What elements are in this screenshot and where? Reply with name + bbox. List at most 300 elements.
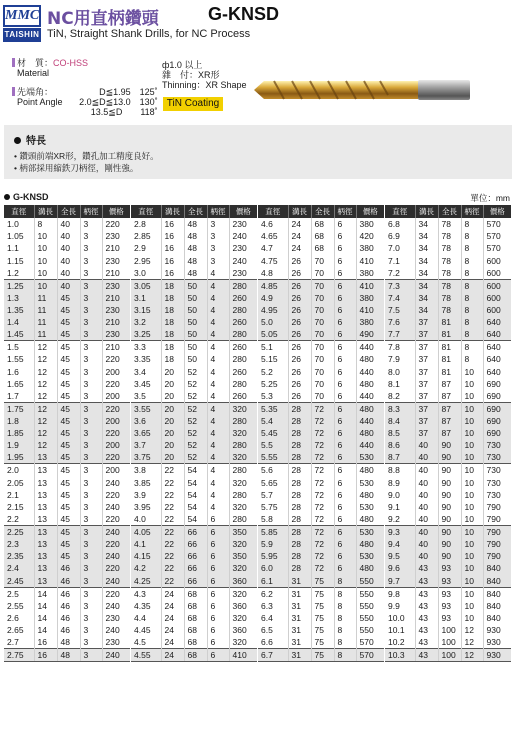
table-cell: 3 <box>80 255 102 267</box>
table-cell: 410 <box>229 649 257 662</box>
table-cell: 45 <box>57 451 80 464</box>
table-cell: 8 <box>461 255 483 267</box>
table-cell: 8.5 <box>385 427 415 439</box>
material-row <box>12 58 158 68</box>
table-cell: 6 <box>334 242 356 254</box>
table-cell: 600 <box>483 279 511 292</box>
table-cell: 78 <box>438 267 461 280</box>
table-cell: 40 <box>415 476 438 488</box>
table-cell: 210 <box>102 292 130 304</box>
table-row <box>258 415 384 427</box>
table-row <box>131 476 257 488</box>
table-cell: 3 <box>80 513 102 526</box>
table-cell: 5.6 <box>258 464 288 477</box>
table-cell: 5.45 <box>258 427 288 439</box>
table-cell: 16 <box>34 649 57 662</box>
table-cell: 10.3 <box>385 649 415 662</box>
table-cell: 1.55 <box>4 353 34 365</box>
table-cell: 45 <box>57 427 80 439</box>
table-cell: 6 <box>207 550 229 562</box>
table-cell: 48 <box>184 218 207 230</box>
table-cell: 5.85 <box>258 526 288 539</box>
table-cell: 4 <box>207 279 229 292</box>
table-cell: 5.95 <box>258 550 288 562</box>
table-cell: 6 <box>334 279 356 292</box>
table-cell: 3 <box>80 636 102 649</box>
table-cell: 1.4 <box>4 316 34 328</box>
table-cell: 350 <box>229 550 257 562</box>
table-cell: 10 <box>461 526 483 539</box>
table-cell: 1.7 <box>4 390 34 403</box>
table-cell: 87 <box>438 378 461 390</box>
table-cell: 220 <box>105 378 120 389</box>
price-table-block <box>4 205 130 662</box>
column-header: 全長 <box>57 205 80 218</box>
table-row <box>385 353 511 365</box>
price-table <box>385 205 511 662</box>
table-cell: 10 <box>461 489 483 501</box>
table-cell: 75 <box>311 575 334 588</box>
table-cell: 380 <box>359 267 374 278</box>
table-cell: 16 <box>161 230 184 242</box>
table-cell: 4 <box>207 304 229 316</box>
table-cell: 4.5 <box>131 636 161 649</box>
table-cell: 2.55 <box>4 600 34 612</box>
table-cell: 2.35 <box>4 550 34 562</box>
table-cell: 930 <box>483 649 511 662</box>
table-row <box>131 439 257 451</box>
table-cell: 4.2 <box>131 562 161 574</box>
table-cell: 4.4 <box>131 612 161 624</box>
table-cell: 320 <box>229 451 257 464</box>
table-row <box>4 218 130 230</box>
table-cell: 45 <box>57 501 80 513</box>
column-header: 價格 <box>229 205 257 218</box>
table-cell: 220 <box>105 514 120 524</box>
table-cell: 70 <box>311 378 334 390</box>
table-row <box>385 587 511 600</box>
table-row <box>385 218 511 230</box>
table-cell: 5.8 <box>258 513 288 526</box>
table-cell: 68 <box>311 242 334 254</box>
table-cell: 40 <box>57 242 80 254</box>
table-cell: 240 <box>105 477 120 488</box>
table-cell: 7.1 <box>385 255 415 267</box>
table-cell: 2.6 <box>4 612 34 624</box>
table-cell: 10.2 <box>385 636 415 649</box>
table-cell: 78 <box>438 255 461 267</box>
table-cell: 45 <box>57 304 80 316</box>
table-cell: 40 <box>57 255 80 267</box>
table-row <box>258 230 384 242</box>
table-cell: 4 <box>207 328 229 341</box>
table-row <box>4 612 130 624</box>
table-cell: 20 <box>161 427 184 439</box>
price-table-block <box>131 205 257 662</box>
table-cell: 28 <box>288 489 311 501</box>
table-cell: 3.25 <box>131 328 161 341</box>
table-cell: 280 <box>232 514 247 524</box>
table-cell: 40 <box>415 464 438 477</box>
table-cell: 550 <box>359 600 374 611</box>
table-cell: 14 <box>34 612 57 624</box>
table-row <box>4 575 130 588</box>
table-cell: 380 <box>356 292 384 304</box>
table-row <box>131 612 257 624</box>
table-row <box>4 402 130 415</box>
table-cell: 490 <box>356 328 384 341</box>
table-cell: 6 <box>207 636 229 649</box>
table-cell: 50 <box>184 341 207 354</box>
table-cell: 2.95 <box>131 255 161 267</box>
table-cell: 260 <box>229 341 257 354</box>
table-row <box>4 292 130 304</box>
table-cell: 4 <box>207 427 229 439</box>
table-cell: 4.85 <box>258 279 288 292</box>
bullet-dot-icon <box>14 137 21 144</box>
table-row <box>4 649 130 662</box>
table-cell: 18 <box>161 353 184 365</box>
page-header <box>0 0 516 46</box>
table-cell: 840 <box>486 600 501 611</box>
table-cell: 31 <box>288 636 311 649</box>
table-cell: 6 <box>207 526 229 539</box>
table-cell: 28 <box>288 550 311 562</box>
table-cell: 93 <box>438 575 461 588</box>
table-cell: 480 <box>356 562 384 574</box>
table-cell: 43 <box>415 649 438 662</box>
table-cell: 45 <box>57 513 80 526</box>
table-cell: 230 <box>105 231 120 242</box>
table-cell: 72 <box>311 427 334 439</box>
table-cell: 34 <box>415 279 438 292</box>
table-row <box>131 649 257 662</box>
table-cell: 43 <box>415 624 438 636</box>
table-row <box>258 353 384 365</box>
table-cell: 640 <box>483 328 511 341</box>
table-cell: 3.65 <box>131 427 161 439</box>
table-row <box>385 464 511 477</box>
table-cell: 10 <box>461 415 483 427</box>
table-cell: 8 <box>334 575 356 588</box>
table-cell: 8 <box>461 353 483 365</box>
table-cell: 3 <box>80 304 102 316</box>
table-cell: 3 <box>207 218 229 230</box>
table-row <box>258 218 384 230</box>
table-cell: 20 <box>161 366 184 378</box>
table-row <box>385 451 511 464</box>
table-cell: 37 <box>415 328 438 341</box>
table-cell: 9.9 <box>385 600 415 612</box>
table-cell: 37 <box>415 341 438 354</box>
table-cell: 10 <box>461 501 483 513</box>
table-cell: 2.7 <box>4 636 34 649</box>
table-cell: 40 <box>57 267 80 280</box>
table-cell: 3 <box>80 600 102 612</box>
table-cell: 12 <box>461 649 483 662</box>
table-cell: 24 <box>161 624 184 636</box>
table-cell: 280 <box>229 415 257 427</box>
table-cell: 8 <box>461 267 483 280</box>
table-cell: 480 <box>356 427 384 439</box>
table-cell: 3.0 <box>131 267 161 280</box>
table-cell: 230 <box>232 267 247 278</box>
table-cell: 4.25 <box>131 575 161 588</box>
table-row <box>4 439 130 451</box>
table-cell: 840 <box>486 612 501 623</box>
table-cell: 9.2 <box>385 513 415 526</box>
table-cell: 2.1 <box>4 489 34 501</box>
table-cell: 220 <box>102 587 130 600</box>
price-table-block <box>385 205 511 662</box>
table-cell: 730 <box>483 464 511 477</box>
table-row <box>385 292 511 304</box>
bullet-marker <box>12 58 15 67</box>
table-cell: 6 <box>207 562 229 574</box>
table-cell: 6 <box>334 402 356 415</box>
table-cell: 3 <box>80 451 102 464</box>
table-cell: 690 <box>483 402 511 415</box>
table-cell: 6 <box>334 513 356 526</box>
table-cell: 6 <box>334 292 356 304</box>
table-cell: 5.15 <box>258 353 288 365</box>
table-row <box>385 279 511 292</box>
table-cell: 24 <box>288 218 311 230</box>
table-cell: 6 <box>207 624 229 636</box>
table-cell: 5.4 <box>258 415 288 427</box>
table-cell: 90 <box>438 489 461 501</box>
table-cell: 6 <box>334 439 356 451</box>
table-row <box>4 624 130 636</box>
table-cell: 4 <box>207 390 229 403</box>
table-cell: 70 <box>311 304 334 316</box>
table-cell: 45 <box>57 402 80 415</box>
column-header: 溝長 <box>415 205 438 218</box>
table-cell: 3.9 <box>131 489 161 501</box>
table-cell: 72 <box>311 489 334 501</box>
table-cell: 6 <box>334 366 356 378</box>
table-cell: 1.15 <box>4 255 34 267</box>
table-row <box>385 624 511 636</box>
table-cell: 34 <box>415 292 438 304</box>
table-cell: 220 <box>102 451 130 464</box>
table-cell: 320 <box>232 477 247 488</box>
table-cell: 90 <box>438 501 461 513</box>
table-cell: 46 <box>57 624 80 636</box>
table-cell: 26 <box>288 353 311 365</box>
table-cell: 220 <box>102 562 130 574</box>
table-cell: 22 <box>161 489 184 501</box>
table-cell: 93 <box>438 600 461 612</box>
table-cell: 10.0 <box>385 612 415 624</box>
table-cell: 12 <box>461 624 483 636</box>
table-cell: 20 <box>161 402 184 415</box>
table-row <box>385 636 511 649</box>
table-cell: 200 <box>102 464 130 477</box>
table-cell: 5.7 <box>258 489 288 501</box>
table-cell: 7.2 <box>385 267 415 280</box>
table-cell: 72 <box>311 526 334 539</box>
table-cell: 1.6 <box>4 366 34 378</box>
table-cell: 730 <box>486 489 501 500</box>
table-cell: 3 <box>80 230 102 242</box>
table-cell: 3 <box>80 366 102 378</box>
table-cell: 68 <box>184 624 207 636</box>
table-cell: 4.15 <box>131 550 161 562</box>
table-cell: 13 <box>34 526 57 539</box>
table-row <box>258 587 384 600</box>
table-cell: 6 <box>334 526 356 539</box>
table-cell: 3 <box>80 489 102 501</box>
table-cell: 2.2 <box>4 513 34 526</box>
table-cell: 4 <box>207 501 229 513</box>
table-cell: 10 <box>461 390 483 403</box>
table-cell: 100 <box>438 636 461 649</box>
table-row <box>385 242 511 254</box>
table-cell: 28 <box>288 538 311 550</box>
table-cell: 240 <box>102 649 130 662</box>
table-cell: 52 <box>184 415 207 427</box>
table-cell: 6 <box>334 464 356 477</box>
table-cell: 18 <box>161 279 184 292</box>
table-cell: 43 <box>415 612 438 624</box>
table-row <box>385 513 511 526</box>
table-cell: 280 <box>232 354 247 365</box>
table-cell: 75 <box>311 636 334 649</box>
table-cell: 2.3 <box>4 538 34 550</box>
table-cell: 5.35 <box>258 402 288 415</box>
column-header: 全長 <box>438 205 461 218</box>
table-cell: 66 <box>184 562 207 574</box>
table-cell: 10 <box>461 402 483 415</box>
table-row <box>131 230 257 242</box>
table-cell: 8 <box>334 587 356 600</box>
table-cell: 28 <box>288 562 311 574</box>
table-cell: 6 <box>334 316 356 328</box>
table-cell: 12 <box>34 341 57 354</box>
table-cell: 24 <box>288 242 311 254</box>
table-cell: 20 <box>161 451 184 464</box>
table-cell: 690 <box>486 390 501 401</box>
table-cell: 3 <box>80 390 102 403</box>
table-cell: 240 <box>105 600 120 611</box>
table-cell: 230 <box>102 304 130 316</box>
table-row <box>258 341 384 354</box>
table-cell: 13 <box>34 476 57 488</box>
table-row <box>4 451 130 464</box>
table-cell: 31 <box>288 649 311 662</box>
table-row <box>258 267 384 280</box>
table-cell: 3 <box>80 562 102 574</box>
table-cell: 78 <box>438 279 461 292</box>
table-cell: 70 <box>311 255 334 267</box>
table-row <box>385 390 511 403</box>
table-cell: 10 <box>461 612 483 624</box>
table-cell: 4.45 <box>131 624 161 636</box>
column-header: 溝長 <box>161 205 184 218</box>
table-cell: 2.85 <box>131 230 161 242</box>
table-cell: 20 <box>161 439 184 451</box>
table-cell: 360 <box>229 575 257 588</box>
table-cell: 6 <box>334 378 356 390</box>
table-cell: 10 <box>34 255 57 267</box>
table-row <box>385 304 511 316</box>
table-cell: 10 <box>461 378 483 390</box>
table-cell: 90 <box>438 464 461 477</box>
table-cell: 4 <box>207 378 229 390</box>
table-cell: 18 <box>161 316 184 328</box>
table-cell: 43 <box>415 575 438 588</box>
table-cell: 9.7 <box>385 575 415 588</box>
table-cell: 45 <box>57 526 80 539</box>
table-cell: 70 <box>311 341 334 354</box>
table-cell: 6 <box>207 513 229 526</box>
table-cell: 9.3 <box>385 526 415 539</box>
table-row <box>385 439 511 451</box>
table-cell: 28 <box>288 526 311 539</box>
table-cell: 840 <box>483 575 511 588</box>
table-row <box>258 292 384 304</box>
table-cell: 200 <box>102 439 130 451</box>
table-cell: 210 <box>105 267 120 278</box>
table-cell: 20 <box>161 378 184 390</box>
table-cell: 570 <box>359 637 374 648</box>
column-header: 溝長 <box>288 205 311 218</box>
table-cell: 240 <box>105 501 120 512</box>
table-cell: 6 <box>334 341 356 354</box>
table-row <box>131 636 257 649</box>
price-table <box>131 205 257 662</box>
table-cell: 220 <box>105 219 120 230</box>
table-row <box>4 267 130 280</box>
table-row <box>385 378 511 390</box>
table-cell: 5.75 <box>258 501 288 513</box>
table-cell: 5.25 <box>258 378 288 390</box>
table-cell: 3 <box>80 292 102 304</box>
table-cell: 9.1 <box>385 501 415 513</box>
table-cell: 3 <box>80 501 102 513</box>
table-cell: 7.3 <box>385 279 415 292</box>
table-cell: 200 <box>102 415 130 427</box>
table-cell: 52 <box>184 366 207 378</box>
table-row <box>131 562 257 574</box>
table-cell: 5.0 <box>258 316 288 328</box>
table-cell: 48 <box>184 230 207 242</box>
table-cell: 1.8 <box>4 415 34 427</box>
table-cell: 730 <box>483 451 511 464</box>
table-row <box>4 242 130 254</box>
table-cell: 40 <box>415 513 438 526</box>
table-cell: 24 <box>161 612 184 624</box>
table-cell: 3.05 <box>131 279 161 292</box>
table-cell: 6 <box>334 353 356 365</box>
table-row <box>385 230 511 242</box>
table-cell: 40 <box>415 526 438 539</box>
table-cell: 1.95 <box>4 451 34 464</box>
table-cell: 45 <box>57 328 80 341</box>
table-cell: 24 <box>161 649 184 662</box>
table-row <box>4 378 130 390</box>
table-cell: 4 <box>207 489 229 501</box>
table-cell: 3.35 <box>131 353 161 365</box>
table-cell: 4.3 <box>131 587 161 600</box>
table-cell: 6 <box>207 538 229 550</box>
table-cell: 26 <box>288 292 311 304</box>
table-cell: 570 <box>486 243 501 254</box>
table-cell: 28 <box>288 513 311 526</box>
table-cell: 87 <box>438 390 461 403</box>
table-cell: 43 <box>415 600 438 612</box>
